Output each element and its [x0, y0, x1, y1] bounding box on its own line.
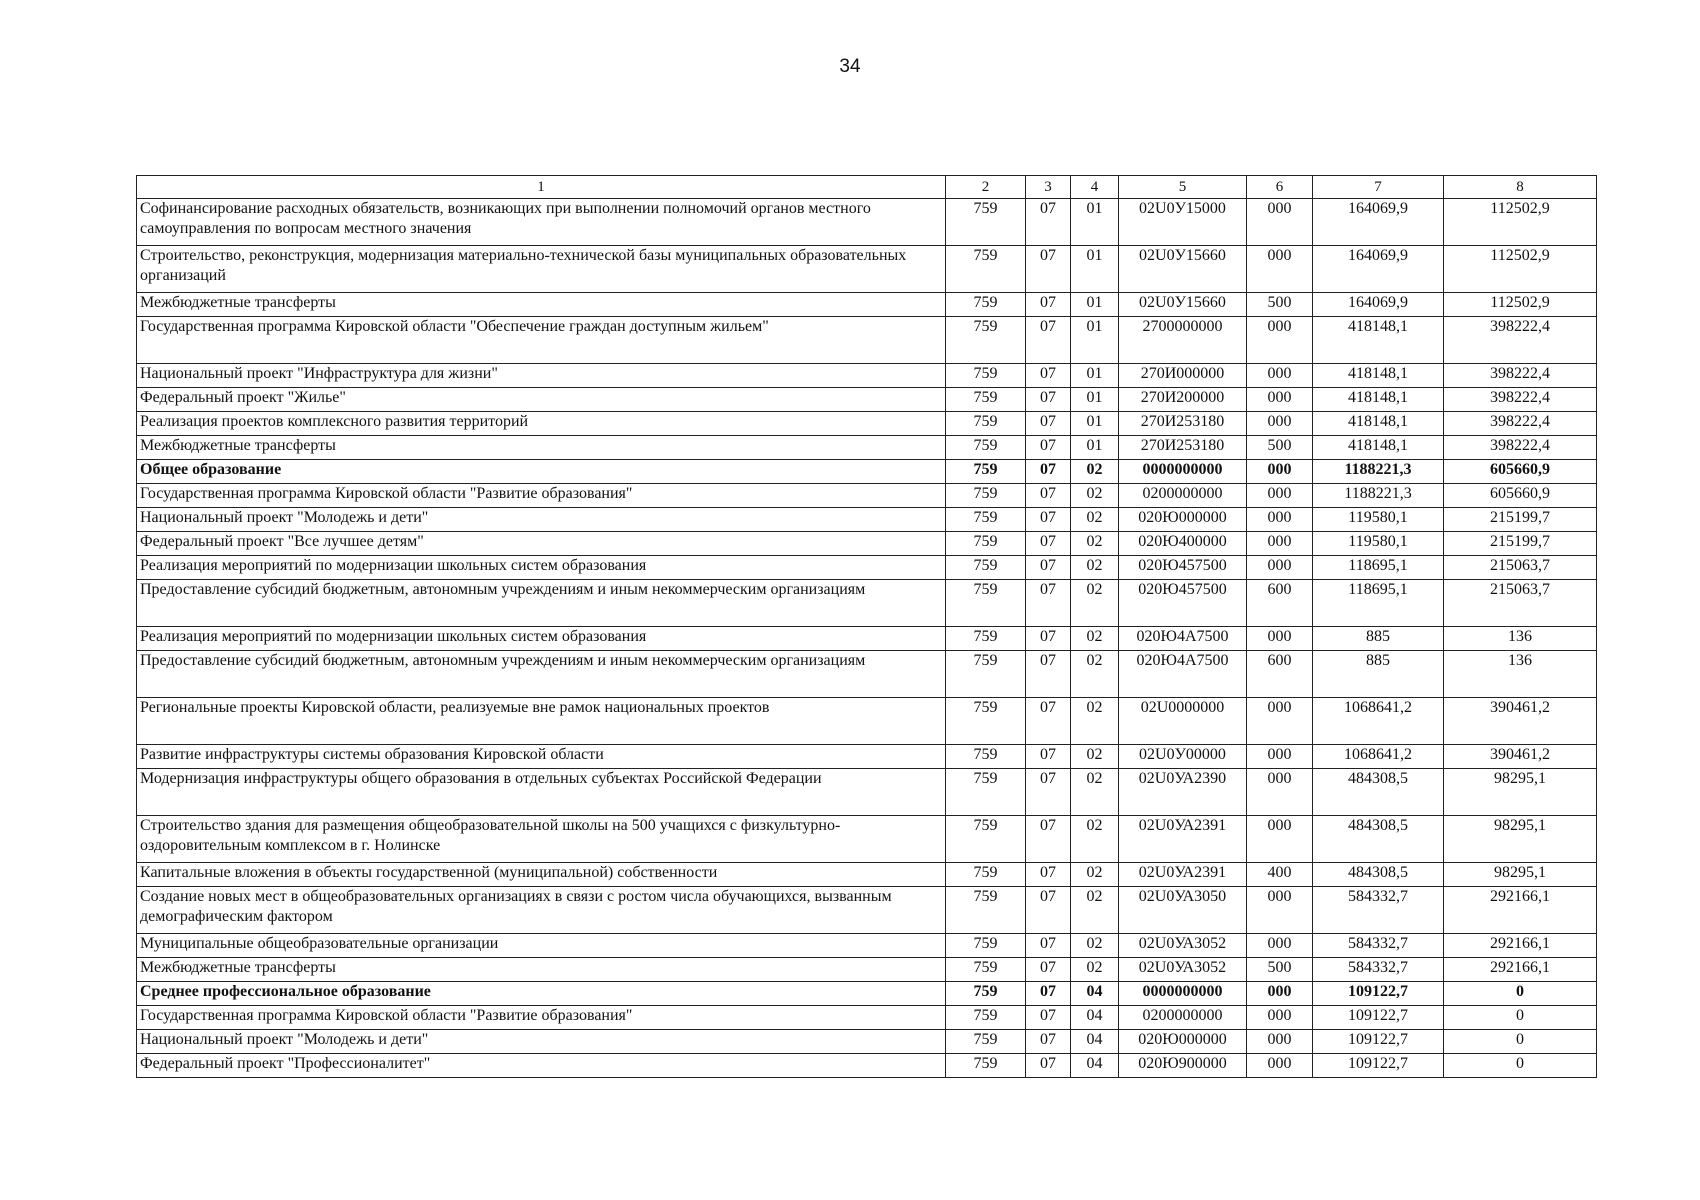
- section-cell: 07: [1026, 1006, 1071, 1030]
- table-row: [137, 982, 1597, 1006]
- target-article-cell: 02U0У15660: [1119, 293, 1247, 317]
- code-cell: 759: [946, 745, 1026, 769]
- subsection-cell: 01: [1071, 436, 1119, 460]
- row-name-cell: Развитие инфраструктуры системы образования Кировской области: [137, 745, 946, 769]
- amount-cell: 484308,5: [1313, 769, 1444, 816]
- subsection-cell: 02: [1071, 934, 1119, 958]
- row-name-cell: Межбюджетные трансферты: [137, 958, 946, 982]
- subsection-cell: 02: [1071, 769, 1119, 816]
- target-article-cell: 270И253180: [1119, 412, 1247, 436]
- amount-cell: 418148,1: [1313, 364, 1444, 388]
- target-article-cell: 02U0УА3052: [1119, 934, 1247, 958]
- code-cell: 759: [946, 769, 1026, 816]
- target-article-cell: 02U0У15000: [1119, 199, 1247, 246]
- section-cell: 07: [1026, 246, 1071, 293]
- section-cell: 07: [1026, 436, 1071, 460]
- code-cell: 759: [946, 412, 1026, 436]
- subsection-cell: 02: [1071, 651, 1119, 698]
- expense-type-cell: 000: [1247, 627, 1313, 651]
- expense-type-cell: 500: [1247, 958, 1313, 982]
- subsection-cell: 01: [1071, 412, 1119, 436]
- section-cell: 07: [1026, 769, 1071, 816]
- table-row: [137, 364, 1597, 388]
- table-row: [137, 816, 1597, 863]
- row-name-cell: Муниципальные общеобразовательные организации: [137, 934, 946, 958]
- amount-cell: 112502,9: [1444, 293, 1597, 317]
- subsection-cell: 02: [1071, 508, 1119, 532]
- amount-cell: 98295,1: [1444, 769, 1597, 816]
- amount-cell: 0: [1444, 982, 1597, 1006]
- amount-cell: 119580,1: [1313, 508, 1444, 532]
- amount-cell: 390461,2: [1444, 745, 1597, 769]
- target-article-cell: 270И200000: [1119, 388, 1247, 412]
- expense-type-cell: 000: [1247, 769, 1313, 816]
- amount-cell: 118695,1: [1313, 556, 1444, 580]
- row-name-cell: Федеральный проект "Все лучшее детям": [137, 532, 946, 556]
- code-cell: 759: [946, 293, 1026, 317]
- table-row: [137, 317, 1597, 364]
- expense-type-cell: 600: [1247, 651, 1313, 698]
- expense-type-cell: 000: [1247, 317, 1313, 364]
- expense-type-cell: 400: [1247, 863, 1313, 887]
- amount-cell: 398222,4: [1444, 317, 1597, 364]
- amount-cell: 98295,1: [1444, 816, 1597, 863]
- amount-cell: 109122,7: [1313, 982, 1444, 1006]
- amount-cell: 1188221,3: [1313, 460, 1444, 484]
- target-article-cell: 02U0000000: [1119, 698, 1247, 745]
- section-cell: 07: [1026, 508, 1071, 532]
- target-article-cell: 0200000000: [1119, 1006, 1247, 1030]
- amount-cell: 109122,7: [1313, 1006, 1444, 1030]
- amount-cell: 136: [1444, 651, 1597, 698]
- target-article-cell: 0000000000: [1119, 982, 1247, 1006]
- target-article-cell: 02U0УА2391: [1119, 816, 1247, 863]
- subsection-cell: 04: [1071, 982, 1119, 1006]
- target-article-cell: 0200000000: [1119, 484, 1247, 508]
- expense-type-cell: 500: [1247, 293, 1313, 317]
- budget-table: [136, 175, 1597, 1078]
- expense-type-cell: 000: [1247, 532, 1313, 556]
- code-cell: 759: [946, 863, 1026, 887]
- table-row: [137, 508, 1597, 532]
- header-cell: 4: [1071, 176, 1119, 199]
- section-cell: 07: [1026, 364, 1071, 388]
- row-name-cell: Национальный проект "Молодежь и дети": [137, 1030, 946, 1054]
- code-cell: 759: [946, 1030, 1026, 1054]
- target-article-cell: 02U0У00000: [1119, 745, 1247, 769]
- section-cell: 07: [1026, 293, 1071, 317]
- code-cell: 759: [946, 651, 1026, 698]
- target-article-cell: 02U0УА3050: [1119, 887, 1247, 934]
- code-cell: 759: [946, 982, 1026, 1006]
- row-name-cell: Предоставление субсидий бюджетным, автономным учреждениям и иным некоммерческим организациям: [137, 580, 946, 627]
- code-cell: 759: [946, 246, 1026, 293]
- table-row: [137, 293, 1597, 317]
- expense-type-cell: 000: [1247, 199, 1313, 246]
- expense-type-cell: 000: [1247, 816, 1313, 863]
- target-article-cell: 02U0УА3052: [1119, 958, 1247, 982]
- target-article-cell: 02U0У15660: [1119, 246, 1247, 293]
- subsection-cell: 01: [1071, 293, 1119, 317]
- section-cell: 07: [1026, 934, 1071, 958]
- amount-cell: 484308,5: [1313, 863, 1444, 887]
- row-name-cell: Реализация проектов комплексного развития территорий: [137, 412, 946, 436]
- expense-type-cell: 000: [1247, 745, 1313, 769]
- expense-type-cell: 000: [1247, 556, 1313, 580]
- expense-type-cell: 000: [1247, 364, 1313, 388]
- expense-type-cell: 000: [1247, 887, 1313, 934]
- table-row: [137, 1030, 1597, 1054]
- subsection-cell: 02: [1071, 460, 1119, 484]
- subsection-cell: 04: [1071, 1006, 1119, 1030]
- amount-cell: 390461,2: [1444, 698, 1597, 745]
- subsection-cell: 01: [1071, 364, 1119, 388]
- code-cell: 759: [946, 887, 1026, 934]
- target-article-cell: 02U0УА2390: [1119, 769, 1247, 816]
- row-name-cell: Государственная программа Кировской области "Развитие образования": [137, 484, 946, 508]
- subsection-cell: 02: [1071, 556, 1119, 580]
- header-cell: 8: [1444, 176, 1597, 199]
- amount-cell: 112502,9: [1444, 246, 1597, 293]
- subsection-cell: 02: [1071, 863, 1119, 887]
- target-article-cell: 2700000000: [1119, 317, 1247, 364]
- table-row: [137, 484, 1597, 508]
- amount-cell: 484308,5: [1313, 816, 1444, 863]
- amount-cell: 885: [1313, 651, 1444, 698]
- amount-cell: 292166,1: [1444, 934, 1597, 958]
- subsection-cell: 04: [1071, 1030, 1119, 1054]
- header-row: [137, 176, 1597, 199]
- subsection-cell: 02: [1071, 745, 1119, 769]
- target-article-cell: 020Ю400000: [1119, 532, 1247, 556]
- row-name-cell: Национальный проект "Молодежь и дети": [137, 508, 946, 532]
- subsection-cell: 02: [1071, 816, 1119, 863]
- target-article-cell: 020Ю457500: [1119, 580, 1247, 627]
- amount-cell: 109122,7: [1313, 1030, 1444, 1054]
- code-cell: 759: [946, 199, 1026, 246]
- section-cell: 07: [1026, 580, 1071, 627]
- table-row: [137, 863, 1597, 887]
- row-name-cell: Реализация мероприятий по модернизации школьных систем образования: [137, 627, 946, 651]
- amount-cell: 109122,7: [1313, 1054, 1444, 1078]
- section-cell: 07: [1026, 412, 1071, 436]
- section-cell: 07: [1026, 816, 1071, 863]
- target-article-cell: 020Ю4А7500: [1119, 651, 1247, 698]
- expense-type-cell: 000: [1247, 1006, 1313, 1030]
- code-cell: 759: [946, 816, 1026, 863]
- row-name-cell: Межбюджетные трансферты: [137, 293, 946, 317]
- section-cell: 07: [1026, 1054, 1071, 1078]
- amount-cell: 98295,1: [1444, 863, 1597, 887]
- header-cell: 1: [137, 176, 946, 199]
- row-name-cell: Федеральный проект "Профессионалитет": [137, 1054, 946, 1078]
- amount-cell: 584332,7: [1313, 934, 1444, 958]
- row-name-cell: Общее образование: [137, 460, 946, 484]
- subsection-cell: 02: [1071, 532, 1119, 556]
- code-cell: 759: [946, 580, 1026, 627]
- section-cell: 07: [1026, 698, 1071, 745]
- amount-cell: 0: [1444, 1006, 1597, 1030]
- target-article-cell: 020Ю000000: [1119, 508, 1247, 532]
- code-cell: 759: [946, 388, 1026, 412]
- subsection-cell: 02: [1071, 484, 1119, 508]
- section-cell: 07: [1026, 887, 1071, 934]
- row-name-cell: Капитальные вложения в объекты государственной (муниципальной) собственности: [137, 863, 946, 887]
- amount-cell: 118695,1: [1313, 580, 1444, 627]
- subsection-cell: 04: [1071, 1054, 1119, 1078]
- amount-cell: 398222,4: [1444, 364, 1597, 388]
- section-cell: 07: [1026, 199, 1071, 246]
- amount-cell: 0: [1444, 1054, 1597, 1078]
- amount-cell: 418148,1: [1313, 412, 1444, 436]
- expense-type-cell: 000: [1247, 982, 1313, 1006]
- section-cell: 07: [1026, 532, 1071, 556]
- header-cell: 7: [1313, 176, 1444, 199]
- amount-cell: 164069,9: [1313, 199, 1444, 246]
- expense-type-cell: 000: [1247, 508, 1313, 532]
- amount-cell: 418148,1: [1313, 317, 1444, 364]
- subsection-cell: 02: [1071, 580, 1119, 627]
- section-cell: 07: [1026, 460, 1071, 484]
- amount-cell: 605660,9: [1444, 484, 1597, 508]
- table-row: [137, 887, 1597, 934]
- table-row: [137, 246, 1597, 293]
- table-row: [137, 769, 1597, 816]
- expense-type-cell: 500: [1247, 436, 1313, 460]
- subsection-cell: 01: [1071, 317, 1119, 364]
- amount-cell: 164069,9: [1313, 246, 1444, 293]
- code-cell: 759: [946, 556, 1026, 580]
- expense-type-cell: 000: [1247, 388, 1313, 412]
- amount-cell: 119580,1: [1313, 532, 1444, 556]
- section-cell: 07: [1026, 745, 1071, 769]
- row-name-cell: Государственная программа Кировской области "Обеспечение граждан доступным жильем": [137, 317, 946, 364]
- row-name-cell: Федеральный проект "Жилье": [137, 388, 946, 412]
- table-body: [137, 199, 1597, 1078]
- table-row: [137, 556, 1597, 580]
- target-article-cell: 020Ю000000: [1119, 1030, 1247, 1054]
- page-number: 34: [839, 56, 861, 77]
- subsection-cell: 01: [1071, 246, 1119, 293]
- code-cell: 759: [946, 934, 1026, 958]
- expense-type-cell: 000: [1247, 412, 1313, 436]
- row-name-cell: Региональные проекты Кировской области, реализуемые вне рамок национальных проектов: [137, 698, 946, 745]
- subsection-cell: 02: [1071, 887, 1119, 934]
- table-row: [137, 580, 1597, 627]
- amount-cell: 215199,7: [1444, 532, 1597, 556]
- subsection-cell: 01: [1071, 388, 1119, 412]
- row-name-cell: Среднее профессиональное образование: [137, 982, 946, 1006]
- table-row: [137, 745, 1597, 769]
- amount-cell: 112502,9: [1444, 199, 1597, 246]
- subsection-cell: 02: [1071, 698, 1119, 745]
- amount-cell: 292166,1: [1444, 887, 1597, 934]
- table-row: [137, 388, 1597, 412]
- code-cell: 759: [946, 484, 1026, 508]
- amount-cell: 398222,4: [1444, 436, 1597, 460]
- section-cell: 07: [1026, 1030, 1071, 1054]
- row-name-cell: Модернизация инфраструктуры общего образования в отдельных субъектах Российской Федерации: [137, 769, 946, 816]
- code-cell: 759: [946, 698, 1026, 745]
- table-row: [137, 627, 1597, 651]
- amount-cell: 1068641,2: [1313, 745, 1444, 769]
- expense-type-cell: 000: [1247, 460, 1313, 484]
- section-cell: 07: [1026, 556, 1071, 580]
- code-cell: 759: [946, 1006, 1026, 1030]
- section-cell: 07: [1026, 627, 1071, 651]
- amount-cell: 418148,1: [1313, 388, 1444, 412]
- row-name-cell: Предоставление субсидий бюджетным, автономным учреждениям и иным некоммерческим организациям: [137, 651, 946, 698]
- target-article-cell: 270И000000: [1119, 364, 1247, 388]
- amount-cell: 584332,7: [1313, 887, 1444, 934]
- subsection-cell: 02: [1071, 958, 1119, 982]
- amount-cell: 215063,7: [1444, 580, 1597, 627]
- code-cell: 759: [946, 508, 1026, 532]
- table-row: [137, 1006, 1597, 1030]
- table-row: [137, 412, 1597, 436]
- table-row: [137, 651, 1597, 698]
- table-row: [137, 698, 1597, 745]
- amount-cell: 164069,9: [1313, 293, 1444, 317]
- target-article-cell: 02U0УА2391: [1119, 863, 1247, 887]
- target-article-cell: 020Ю4А7500: [1119, 627, 1247, 651]
- table-row: [137, 436, 1597, 460]
- row-name-cell: Реализация мероприятий по модернизации школьных систем образования: [137, 556, 946, 580]
- section-cell: 07: [1026, 863, 1071, 887]
- table-row: [137, 1054, 1597, 1078]
- row-name-cell: Межбюджетные трансферты: [137, 436, 946, 460]
- code-cell: 759: [946, 364, 1026, 388]
- code-cell: 759: [946, 958, 1026, 982]
- amount-cell: 292166,1: [1444, 958, 1597, 982]
- code-cell: 759: [946, 436, 1026, 460]
- table-row: [137, 199, 1597, 246]
- row-name-cell: Государственная программа Кировской области "Развитие образования": [137, 1006, 946, 1030]
- row-name-cell: Национальный проект "Инфраструктура для жизни": [137, 364, 946, 388]
- section-cell: 07: [1026, 651, 1071, 698]
- expense-type-cell: 600: [1247, 580, 1313, 627]
- section-cell: 07: [1026, 388, 1071, 412]
- amount-cell: 418148,1: [1313, 436, 1444, 460]
- expense-type-cell: 000: [1247, 698, 1313, 745]
- table-row: [137, 532, 1597, 556]
- target-article-cell: 020Ю900000: [1119, 1054, 1247, 1078]
- amount-cell: 0: [1444, 1030, 1597, 1054]
- row-name-cell: Строительство здания для размещения общеобразовательной школы на 500 учащихся с физкультурно-оздоровительным комплексом в г. Нолинске: [137, 816, 946, 863]
- header-cell: 6: [1247, 176, 1313, 199]
- amount-cell: 1068641,2: [1313, 698, 1444, 745]
- header-cell: 5: [1119, 176, 1247, 199]
- table-row: [137, 460, 1597, 484]
- code-cell: 759: [946, 317, 1026, 364]
- expense-type-cell: 000: [1247, 934, 1313, 958]
- amount-cell: 398222,4: [1444, 412, 1597, 436]
- header-cell: 3: [1026, 176, 1071, 199]
- code-cell: 759: [946, 532, 1026, 556]
- code-cell: 759: [946, 627, 1026, 651]
- header-cell: 2: [946, 176, 1026, 199]
- section-cell: 07: [1026, 982, 1071, 1006]
- amount-cell: 584332,7: [1313, 958, 1444, 982]
- target-article-cell: 0000000000: [1119, 460, 1247, 484]
- section-cell: 07: [1026, 958, 1071, 982]
- table-row: [137, 934, 1597, 958]
- amount-cell: 215063,7: [1444, 556, 1597, 580]
- amount-cell: 215199,7: [1444, 508, 1597, 532]
- amount-cell: 605660,9: [1444, 460, 1597, 484]
- expense-type-cell: 000: [1247, 1030, 1313, 1054]
- row-name-cell: Софинансирование расходных обязательств, возникающих при выполнении полномочий органов местного самоуправления по вопросам местного значения: [137, 199, 946, 246]
- code-cell: 759: [946, 460, 1026, 484]
- expense-type-cell: 000: [1247, 1054, 1313, 1078]
- target-article-cell: 270И253180: [1119, 436, 1247, 460]
- subsection-cell: 01: [1071, 199, 1119, 246]
- amount-cell: 885: [1313, 627, 1444, 651]
- amount-cell: 1188221,3: [1313, 484, 1444, 508]
- table-row: [137, 958, 1597, 982]
- target-article-cell: 020Ю457500: [1119, 556, 1247, 580]
- amount-cell: 136: [1444, 627, 1597, 651]
- subsection-cell: 02: [1071, 627, 1119, 651]
- expense-type-cell: 000: [1247, 246, 1313, 293]
- amount-cell: 398222,4: [1444, 388, 1597, 412]
- expense-type-cell: 000: [1247, 484, 1313, 508]
- section-cell: 07: [1026, 484, 1071, 508]
- code-cell: 759: [946, 1054, 1026, 1078]
- section-cell: 07: [1026, 317, 1071, 364]
- row-name-cell: Строительство, реконструкция, модернизация материально-технической базы муниципальных образовательных организаций: [137, 246, 946, 293]
- row-name-cell: Создание новых мест в общеобразовательных организациях в связи с ростом числа обучающихся, вызванным демографическим фактором: [137, 887, 946, 934]
